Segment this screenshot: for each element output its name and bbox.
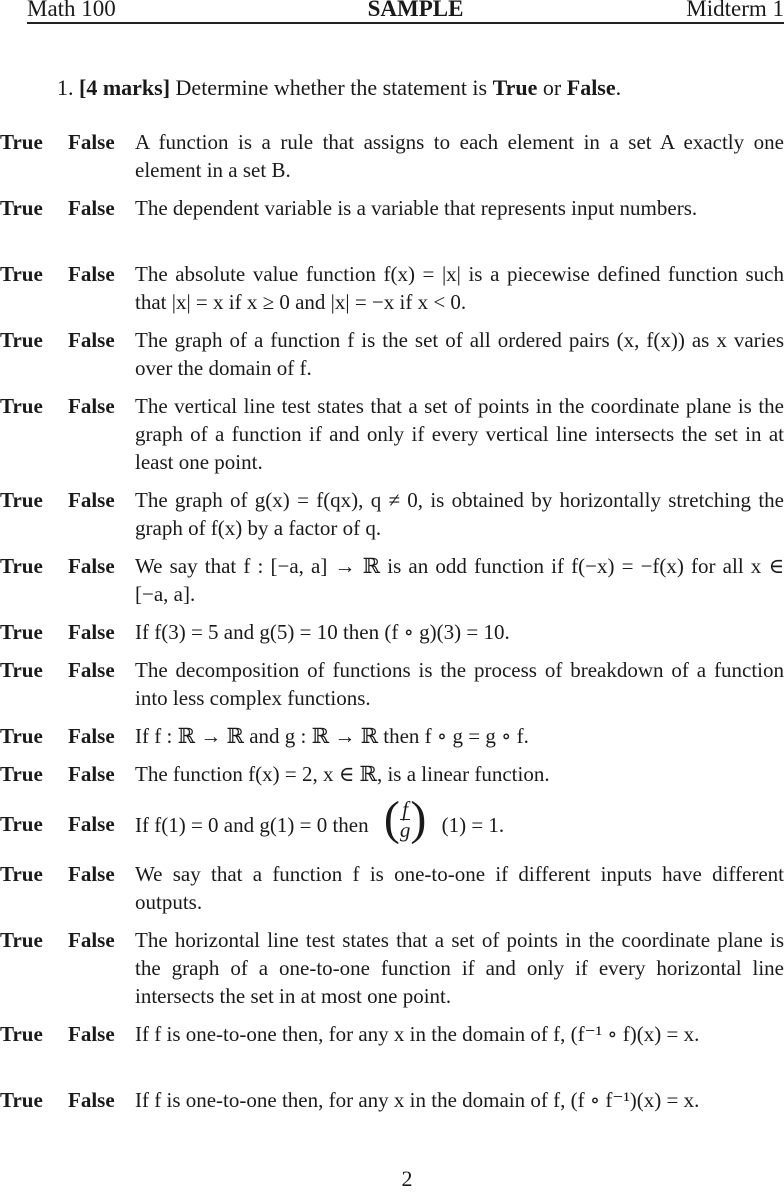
document-watermark-title: SAMPLE xyxy=(367,0,464,21)
true-option[interactable]: True xyxy=(0,1088,43,1112)
true-option[interactable]: True xyxy=(0,554,43,578)
false-option[interactable]: False xyxy=(68,812,115,836)
false-option[interactable]: False xyxy=(68,620,115,644)
question-marks: [4 marks] xyxy=(79,75,171,100)
statement-text: If f(3) = 5 and g(5) = 10 then (f ∘ g)(3) = 10. xyxy=(135,620,510,644)
false-option[interactable]: False xyxy=(68,762,115,786)
true-option[interactable]: True xyxy=(0,862,43,886)
statement-text: If f is one-to-one then, for any x in the domain of f, (f ∘ f⁻¹)(x) = x. xyxy=(135,1088,700,1112)
statement-text: The horizontal line test states that a set of points in the coordinate plane is the graph of a one-to-one function if and only if every horizontal line intersects the set in at most one point. xyxy=(135,928,784,1008)
false-option[interactable]: False xyxy=(68,262,115,286)
statement-text: We say that a function f is one-to-one if different inputs have different outputs. xyxy=(135,862,784,914)
statement-text: The graph of g(x) = f(qx), q ≠ 0, is obtained by horizontally stretching the graph of f(x) by a factor of q. xyxy=(135,488,784,540)
false-option[interactable]: False xyxy=(68,554,115,578)
page-number: 2 xyxy=(401,1166,413,1191)
true-option[interactable]: True xyxy=(0,762,43,786)
true-option[interactable]: True xyxy=(0,262,43,286)
false-option[interactable]: False xyxy=(68,658,115,682)
true-option[interactable]: True xyxy=(0,394,43,418)
true-option[interactable]: True xyxy=(0,928,43,952)
statement-text: If f(1) = 0 and g(1) = 0 then ( $\frac{f}{g}$ ) (1) = 1. xyxy=(135,792,505,845)
true-option[interactable]: True xyxy=(0,658,43,682)
false-option[interactable]: False xyxy=(68,394,115,418)
true-option[interactable]: True xyxy=(0,1022,43,1046)
statement-text: We say that f : [−a, a] → ℝ is an odd function if f(−x) = −f(x) for all x ∈ [−a, a]. xyxy=(135,554,784,606)
false-option[interactable]: False xyxy=(68,928,115,952)
fraction-f-over-g: ( $\frac{f}{g}$ ) xyxy=(383,792,427,845)
false-option[interactable]: False xyxy=(68,130,115,154)
false-option[interactable]: False xyxy=(68,1088,115,1112)
false-option[interactable]: False xyxy=(68,328,115,352)
course-name: Math 100 xyxy=(27,0,116,21)
statement-text: The absolute value function f(x) = |x| is a piecewise defined function such that |x| = x if x ≥ 0 and |x| = −x if x < 0. xyxy=(135,262,784,314)
statement-text: The decomposition of functions is the process of breakdown of a function into less complex functions. xyxy=(135,658,784,710)
page-header xyxy=(27,0,784,24)
statement-text: A function is a rule that assigns to each element in a set A exactly one element in a set B. xyxy=(135,130,784,182)
statement-text: If f is one-to-one then, for any x in the domain of f, (f⁻¹ ∘ f)(x) = x. xyxy=(135,1022,700,1046)
question-prompt: 1. [4 marks] Determine whether the statement is True or False. xyxy=(57,75,622,100)
true-option[interactable]: True xyxy=(0,724,43,748)
true-option[interactable]: True xyxy=(0,196,43,220)
exam-name: Midterm 1 xyxy=(686,0,784,21)
statement-text: The vertical line test states that a set of points in the coordinate plane is the graph of a function if and only if every vertical line intersects the set in at least one point. xyxy=(135,394,784,474)
true-option[interactable]: True xyxy=(0,812,43,836)
false-option[interactable]: False xyxy=(68,196,115,220)
true-option[interactable]: True xyxy=(0,328,43,352)
true-option[interactable]: True xyxy=(0,488,43,512)
statement-text: The function f(x) = 2, x ∈ ℝ, is a linear function. xyxy=(135,762,550,786)
false-option[interactable]: False xyxy=(68,1022,115,1046)
question-number: 1. xyxy=(57,75,74,100)
true-option[interactable]: True xyxy=(0,620,43,644)
statement-text: The dependent variable is a variable that represents input numbers. xyxy=(135,196,698,220)
true-option[interactable]: True xyxy=(0,130,43,154)
statement-text: If f : ℝ → ℝ and g : ℝ → ℝ then f ∘ g = g ∘ f. xyxy=(135,724,529,748)
false-option[interactable]: False xyxy=(68,724,115,748)
statement-text: The graph of a function f is the set of all ordered pairs (x, f(x)) as x varies over the domain of f. xyxy=(135,328,784,380)
false-option[interactable]: False xyxy=(68,862,115,886)
false-option[interactable]: False xyxy=(68,488,115,512)
